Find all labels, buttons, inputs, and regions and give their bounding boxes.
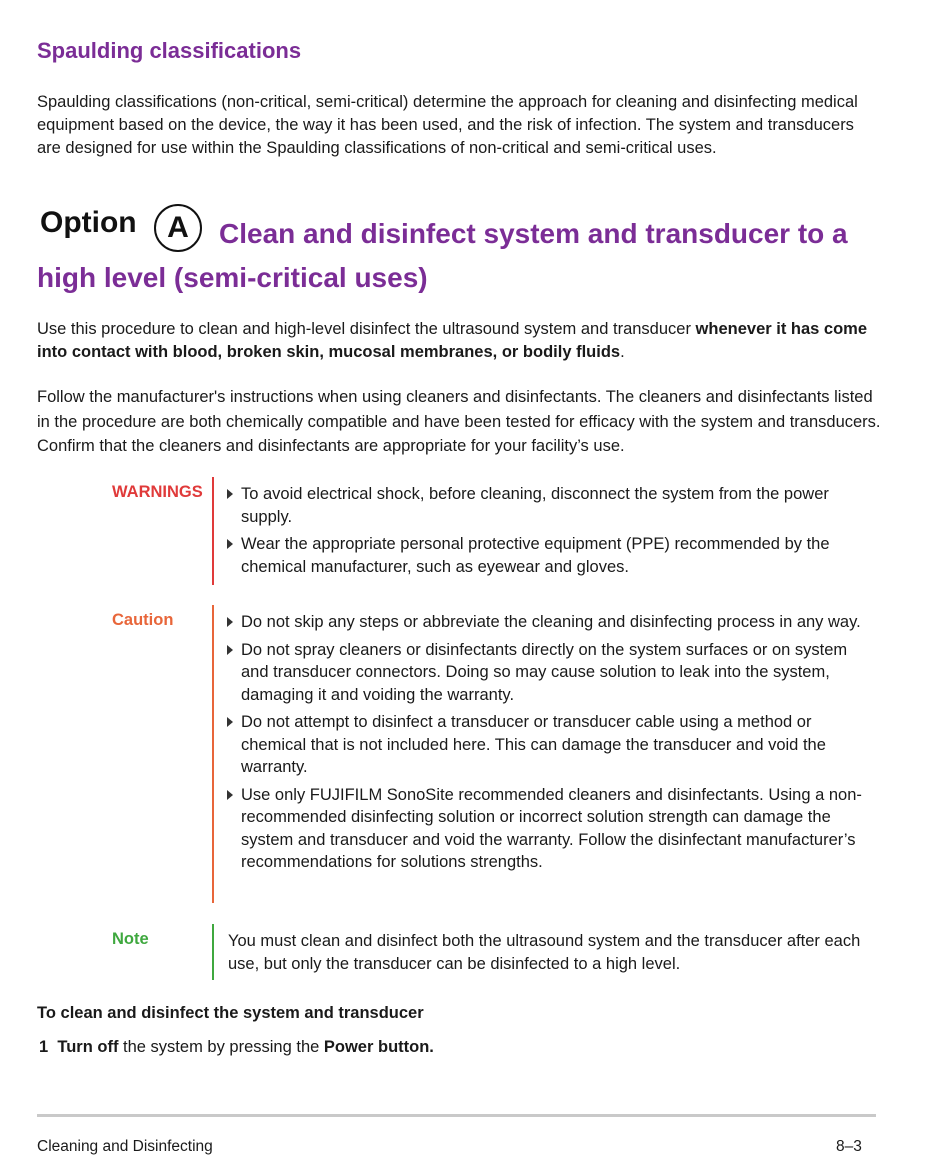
warnings-label: WARNINGS: [112, 483, 203, 501]
triangle-bullet-icon: [227, 539, 233, 549]
caution-bar: [212, 605, 214, 903]
footer-divider: [37, 1114, 876, 1117]
footer-chapter: Cleaning and Disinfecting: [37, 1138, 213, 1155]
list-item: Do not attempt to disinfect a transducer or transducer cable using a method or chemical that is not included here. This can damage the transducer and void the warranty.: [227, 711, 877, 779]
spaulding-paragraph: Spaulding classifications (non-critical, semi-critical) determine the approach for cleaning and disinfecting medical equipment based on the device, the way it has been used, and the risk of infection. The system and transducers are designed for use within the Spaulding classifications of non-critical and semi-critical uses.: [37, 93, 858, 157]
list-item: Use only FUJIFILM SonoSite recommended cleaners and disinfectants. Using a non- recommended disinfecting solution or incorrect solution strength can damage the system and transducer and void the warranty. Follow the disinfectant manufacturer’s recommendations for solutions strengths.: [227, 784, 877, 874]
triangle-bullet-icon: [227, 489, 233, 499]
list-item: Do not spray cleaners or disinfectants directly on the system surfaces or on system and transducer connectors. Doing so may cause solution to leak into the system, damaging it and voiding the warranty.: [227, 639, 877, 707]
intro-bold-text: whenever it has come into contact with blood, broken skin, mucosal membranes, or bodily fluids: [37, 320, 868, 361]
note-bar: [212, 924, 214, 980]
intro-paragraph: [37, 318, 882, 364]
caution-label: Caution: [112, 611, 174, 629]
intro-text: Use this procedure to clean and high-level disinfect the ultrasound system and transducer: [37, 320, 696, 338]
warnings-list: [227, 483, 877, 583]
step-bold-power-button: Power button.: [323, 1038, 434, 1056]
option-word: Option: [40, 206, 137, 239]
intro-text-end: .: [620, 343, 625, 361]
note-text: You must clean and disinfect both the ultrasound system and the transducer after each use, but only the transducer can be disinfected to a high level.: [228, 932, 861, 973]
step-bold-turn-off: Turn off: [57, 1038, 119, 1056]
procedure-step: [39, 1038, 434, 1057]
option-letter-circle: A: [154, 204, 202, 252]
triangle-bullet-icon: [227, 617, 233, 627]
triangle-bullet-icon: [227, 717, 233, 727]
note-label: Note: [112, 930, 149, 948]
triangle-bullet-icon: [227, 645, 233, 655]
manufacturer-paragraph: Follow the manufacturer's instructions when using cleaners and disinfectants. The cleaners and disinfectants listed in the procedure are both chemically compatible and have been tested for efficacy with the system and transducers. Confirm that the cleaners and disinfectants are appropriate for your facility’s use.: [37, 388, 881, 455]
section-title: Spaulding classifications: [37, 38, 302, 63]
warnings-bar: [212, 477, 214, 585]
footer-page-number: 8–3: [836, 1138, 862, 1155]
step-number: 1: [39, 1038, 49, 1056]
triangle-bullet-icon: [227, 790, 233, 800]
list-item: To avoid electrical shock, before cleaning, disconnect the system from the power supply.: [227, 483, 877, 528]
list-item: Do not skip any steps or abbreviate the cleaning and disinfecting process in any way.: [227, 611, 877, 634]
option-title: Clean and disinfect system and transducer to a high level (semi-critical uses): [37, 218, 848, 293]
list-item: Wear the appropriate personal protective equipment (PPE) recommended by the chemical manufacturer, such as eyewear and gloves.: [227, 533, 877, 578]
caution-list: [227, 611, 877, 879]
note-content: [228, 930, 878, 975]
procedure-title: To clean and disinfect the system and transducer: [37, 1004, 424, 1022]
step-text: the system by pressing the: [118, 1038, 324, 1056]
